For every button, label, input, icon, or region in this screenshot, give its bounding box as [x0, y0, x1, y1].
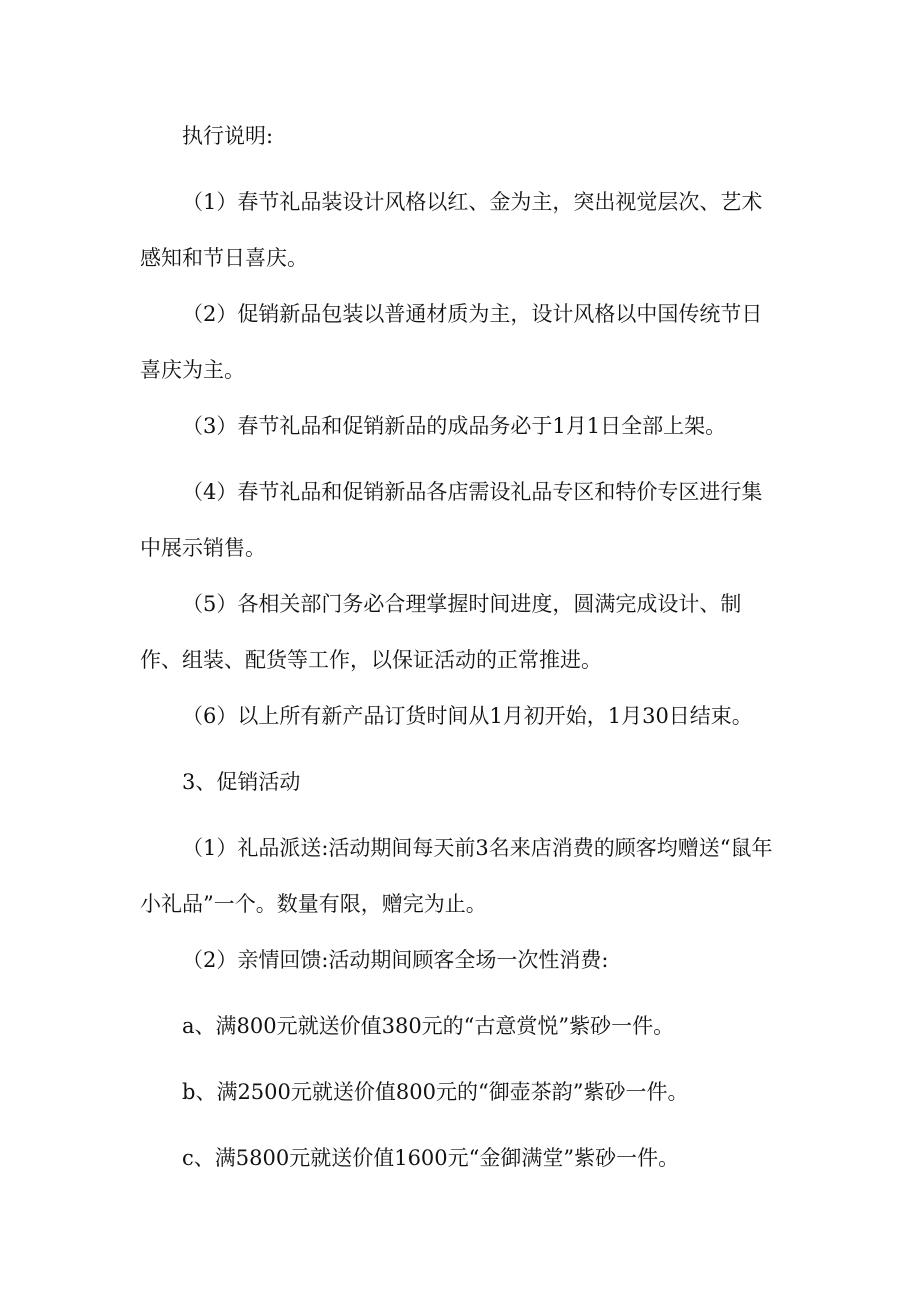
paragraph-note-4: （4）春节礼品和促销新品各店需设礼品专区和特价专区进行集中展示销售。	[140, 480, 763, 560]
section-heading-promotions: 3、促销活动	[182, 770, 301, 794]
paragraph-note-5: （5）各相关部门务必合理掌握时间进度，圆满完成设计、制作、组装、配货等工作，以保证活动的正常推进。	[140, 592, 742, 672]
paragraph-note-2: （2）促销新品包装以普通材质为主，设计风格以中国传统节日喜庆为主。	[140, 302, 763, 382]
paragraph-promo-b: b、满2500元就送价值800元的“御壶茶韵”紫砂一件。	[182, 1080, 689, 1104]
paragraph-note-1: （1）春节礼品装设计风格以红、金为主，突出视觉层次、艺术感知和节日喜庆。	[140, 190, 763, 270]
paragraph-promo-2: （2）亲情回馈:活动期间顾客全场一次性消费:	[182, 948, 609, 972]
paragraph-promo-a: a、满800元就送价值380元的“古意赏悦”紫砂一件。	[182, 1014, 675, 1038]
paragraph-promo-1: （1）礼品派送:活动期间每天前3名来店消费的顾客均赠送“鼠年小礼品”一个。数量有限，赠完为止。	[140, 836, 773, 916]
paragraph-execution-notes-heading: 执行说明:	[182, 124, 274, 148]
paragraph-note-3: （3）春节礼品和促销新品的成品务必于1月1日全部上架。	[182, 414, 727, 438]
paragraph-note-6: （6）以上所有新产品订货时间从1月初开始，1月30日结束。	[182, 704, 753, 728]
paragraph-promo-c: c、满5800元就送价值1600元“金御满堂”紫砂一件。	[182, 1146, 680, 1170]
